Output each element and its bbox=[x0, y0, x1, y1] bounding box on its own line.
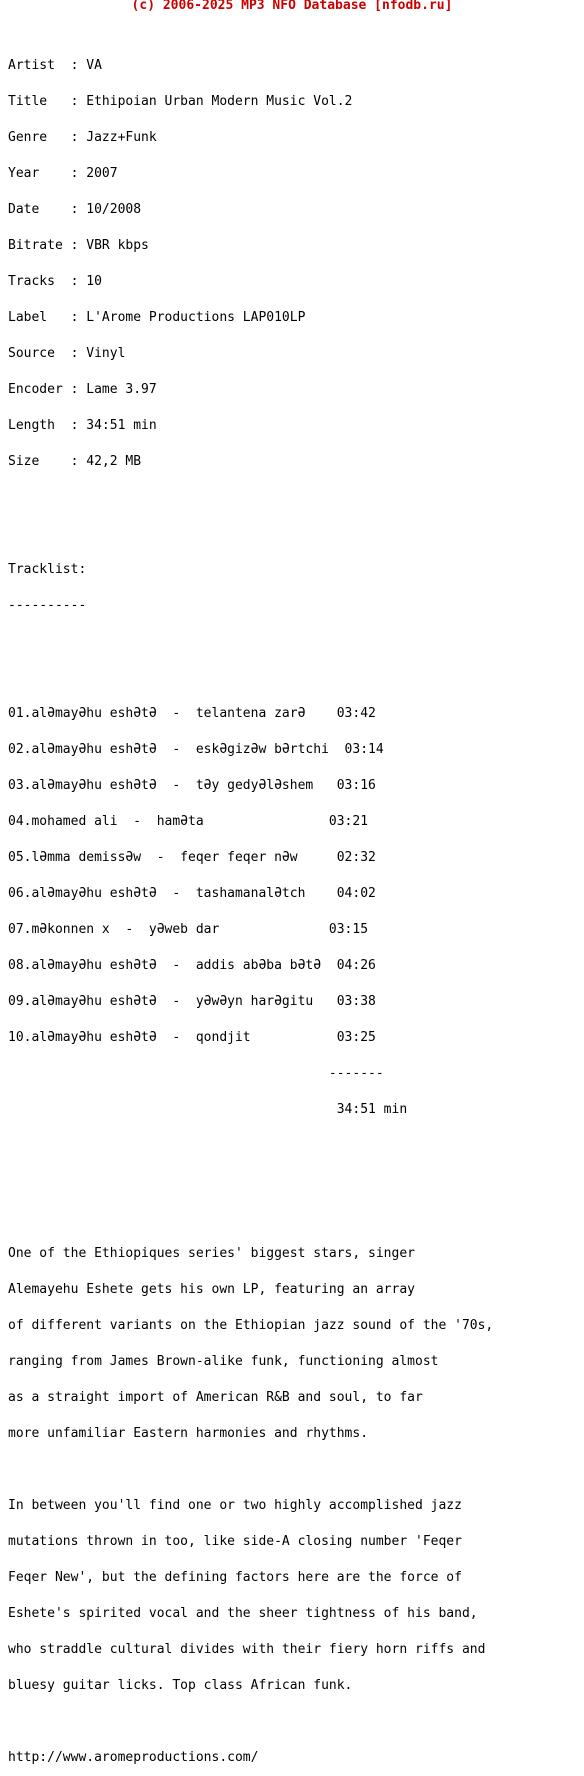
description-line: One of the Ethiopiques series' biggest stars, singer bbox=[8, 1246, 415, 1261]
track-line: 09.alƏmayƏhu eshƏtƏ - yƏwƏyn harƏgitu 03:38 bbox=[8, 994, 376, 1009]
site-header[interactable]: (c) 2006-2025 MP3 NFO Database [nfodb.ru] bbox=[131, 0, 453, 13]
description-line: bluesy guitar licks. Top class African funk. bbox=[8, 1678, 353, 1693]
info-title: Title : Ethipoian Urban Modern Music Vol.2 bbox=[8, 94, 353, 109]
description-line: Eshete's spirited vocal and the sheer tightness of his band, bbox=[8, 1606, 478, 1621]
description-line: ranging from James Brown-alike funk, functioning almost bbox=[8, 1354, 439, 1369]
track-line: 03.alƏmayƏhu eshƏtƏ - tƏy gedyƏlƏshem 03:16 bbox=[8, 778, 376, 793]
description-line: of different variants on the Ethiopian jazz sound of the '70s, bbox=[8, 1318, 494, 1333]
description-line: Alemayehu Eshete gets his own LP, featuring an array bbox=[8, 1282, 415, 1297]
total-length: 34:51 min bbox=[8, 1102, 408, 1117]
info-label: Label : L'Arome Productions LAP010LP bbox=[8, 310, 306, 325]
tracklist-title: Tracklist: bbox=[8, 562, 87, 577]
description-line: Feqer New', but the defining factors here are the force of bbox=[8, 1570, 462, 1585]
track-line: 07.mƏkonnen x - yƏweb dar 03:15 bbox=[8, 922, 369, 937]
info-encoder: Encoder : Lame 3.97 bbox=[8, 382, 157, 397]
track-line: 10.alƏmayƏhu eshƏtƏ - qondjit 03:25 bbox=[8, 1030, 376, 1045]
info-artist: Artist : VA bbox=[8, 58, 102, 73]
description-line: as a straight import of American R&B and soul, to far bbox=[8, 1390, 423, 1405]
description-line: who straddle cultural divides with their fiery horn riffs and bbox=[8, 1642, 486, 1657]
tracklist-rule: ---------- bbox=[8, 598, 87, 613]
track-line: 05.lƏmma demissƏw - feqer feqer nƏw 02:32 bbox=[8, 850, 376, 865]
info-date: Date : 10/2008 bbox=[8, 202, 142, 217]
track-line: 04.mohamed ali - hamƏta 03:21 bbox=[8, 814, 369, 829]
info-genre: Genre : Jazz+Funk bbox=[8, 130, 157, 145]
nfo-document bbox=[8, 0, 493, 1776]
description-line: more unfamiliar Eastern harmonies and rhythms. bbox=[8, 1426, 369, 1441]
info-tracks: Tracks : 10 bbox=[8, 274, 102, 289]
description-line: In between you'll find one or two highly accomplished jazz bbox=[8, 1498, 462, 1513]
track-line: 01.alƏmayƏhu eshƏtƏ - telantena zarƏ 03:42 bbox=[8, 706, 376, 721]
info-year: Year : 2007 bbox=[8, 166, 118, 181]
info-source: Source : Vinyl bbox=[8, 346, 126, 361]
website-link[interactable]: http://www.aromeproductions.com/ bbox=[8, 1750, 259, 1765]
info-size: Size : 42,2 MB bbox=[8, 454, 142, 469]
info-bitrate: Bitrate : VBR kbps bbox=[8, 238, 149, 253]
description-line: mutations thrown in too, like side-A closing number 'Feqer bbox=[8, 1534, 462, 1549]
track-line: 08.alƏmayƏhu eshƏtƏ - addis abƏba bƏtƏ 04:26 bbox=[8, 958, 376, 973]
info-length: Length : 34:51 min bbox=[8, 418, 157, 433]
total-rule: ------- bbox=[8, 1066, 384, 1081]
track-line: 02.alƏmayƏhu eshƏtƏ - eskƏgizƏw bƏrtchi 03:14 bbox=[8, 742, 384, 757]
track-line: 06.alƏmayƏhu eshƏtƏ - tashamanalƏtch 04:02 bbox=[8, 886, 376, 901]
